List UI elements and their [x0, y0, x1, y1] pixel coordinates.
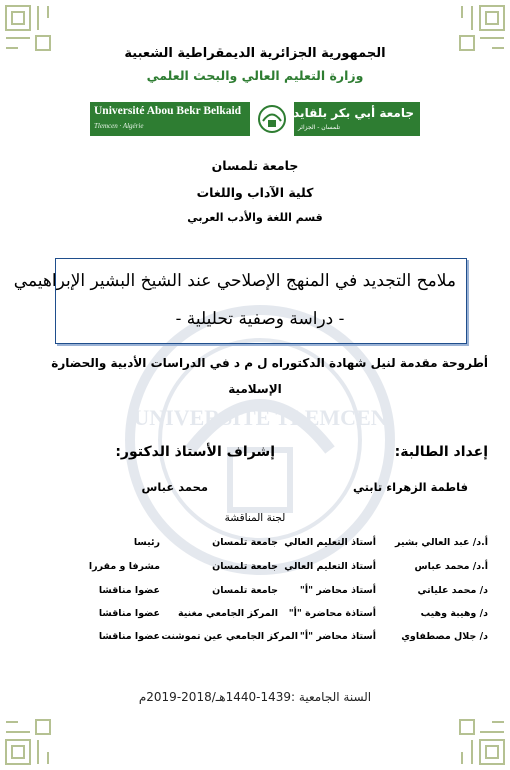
member-rank: أستاذ محاضر "أ"	[299, 585, 376, 596]
member-name: أ.د/ محمد عباس	[414, 561, 488, 572]
member-role: رئيسا	[133, 537, 160, 548]
member-rank: أستاذ التعليم العالي	[284, 561, 376, 572]
committee-row	[0, 561, 510, 579]
academic-year: السنة الجامعية :1439-1440هـ/2018-2019م	[138, 690, 372, 704]
committee-row	[0, 631, 510, 649]
logo-arabic-block	[294, 102, 420, 136]
thesis-title-box	[13, 258, 467, 344]
member-institution: المركز الجامعي مغنية	[177, 608, 278, 619]
member-name: د/ جلال مصطفاوي	[401, 631, 488, 642]
logo-arabic-subtitle: تلمسان - الجزائر	[298, 124, 341, 131]
student-name: فاطمة الزهراء تابتي	[352, 480, 468, 494]
committee-row	[0, 585, 510, 603]
logo-french-subtitle: Tlemcen · Algérie	[94, 122, 144, 130]
university-name: جامعة تلمسان	[211, 158, 299, 173]
faculty-name: كلية الآداب واللغات	[196, 185, 314, 200]
member-rank: أستاذ محاضر "أ"	[299, 631, 376, 642]
member-institution: المركز الجامعي عين تموشنت	[161, 631, 298, 642]
member-name: د/ وهيبة وهيب	[420, 608, 488, 619]
university-logo-banner	[90, 102, 420, 136]
university-emblem-icon	[250, 102, 294, 136]
member-rank: أستاذ التعليم العالي	[284, 537, 376, 548]
thesis-title: ملامح التجديد في المنهج الإصلاحي عند الشيخ البشير الإبراهيمي	[13, 271, 456, 291]
watermark-text: UNIVERSITE TLEMCEN	[133, 405, 387, 430]
supervisor-name: محمد عباس	[141, 480, 208, 494]
thesis-description: أطروحة مقدمة لنيل شهادة الدكتوراه ل م د في الدراسات الأدبية والحضارة	[51, 356, 488, 370]
member-role: عضوا مناقشا	[98, 585, 160, 596]
member-institution: جامعة تلمسان	[212, 585, 278, 596]
member-role: مشرفا و مقررا	[88, 561, 160, 572]
republic-name: الجمهورية الجزائرية الديمقراطية الشعبية	[124, 46, 386, 61]
thesis-subtitle: - دراسة وصفية تحليلية -	[175, 309, 345, 329]
department-name: قسم اللغة والأدب العربي	[187, 211, 323, 224]
supervisor-label: إشراف الأستاذ الدكتور:	[115, 444, 275, 460]
committee-row	[0, 608, 510, 626]
student-label: إعداد الطالبة:	[394, 444, 488, 460]
ministry-name: وزارة التعليم العالي والبحث العلمي	[146, 68, 364, 83]
member-institution: جامعة تلمسان	[212, 561, 278, 572]
committee-heading: لجنة المناقشة	[224, 512, 286, 524]
corner-ornament-bottom-left	[4, 706, 64, 766]
member-role: عضوا مناقشا	[98, 631, 160, 642]
logo-arabic-name: جامعة أبي بكر بلقايد	[293, 106, 414, 120]
thesis-description-cont: الإسلامية	[228, 382, 282, 396]
member-rank: أستاذة محاضرة "أ"	[288, 608, 376, 619]
logo-french-block	[90, 102, 250, 136]
member-name: أ.د/ عبد العالي بشير	[395, 537, 488, 548]
logo-french-name: Université Abou Bekr Belkaid	[94, 105, 242, 117]
member-institution: جامعة تلمسان	[212, 537, 278, 548]
member-name: د/ محمد علياتي	[417, 585, 488, 596]
member-role: عضوا مناقشا	[98, 608, 160, 619]
corner-ornament-bottom-right	[446, 706, 506, 766]
committee-row	[0, 537, 510, 555]
